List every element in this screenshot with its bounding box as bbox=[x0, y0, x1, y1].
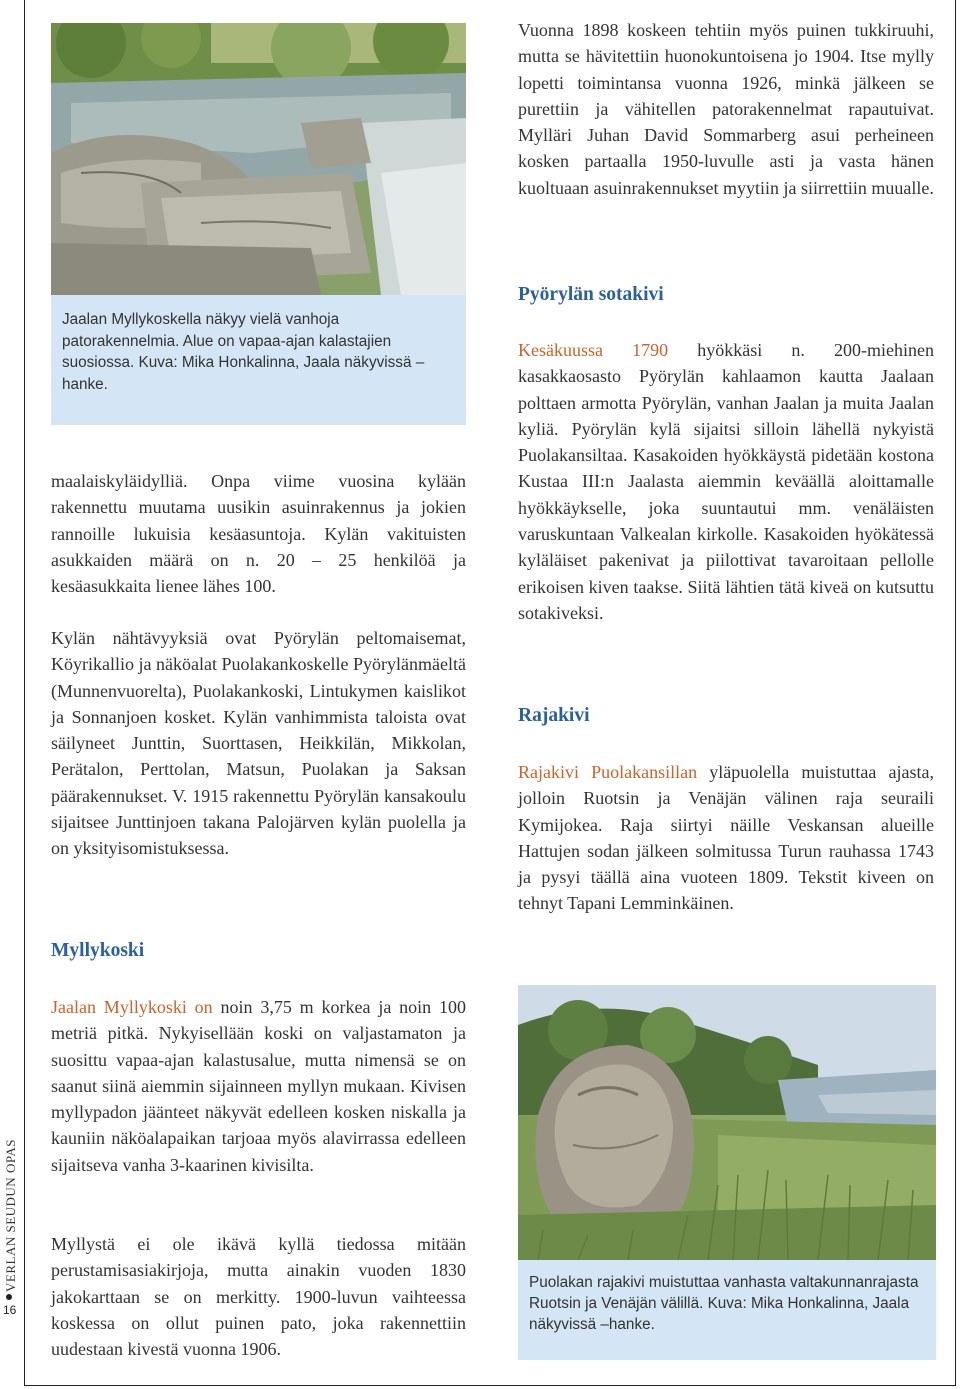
paragraph-text: Vuonna 1898 koskeen tehtiin myös puinen tukkiruuhi, mutta se hävitettiin huonokuntoisena jo 1904. Itse mylly lopetti toimintansa vuonna 1926, minkä jälkeen se purettiin ja vähitellen patorakennelmat rapautuivat. Mylläri Juhan David Sommarberg asui perheineen kosken partaalla 1950-luvulle asti ja vasta hänen kuoltuaan asuinrakennukset myytiin ja siirrettiin muualle. bbox=[518, 20, 934, 198]
lead-in: Rajakivi Puolakansillan bbox=[518, 762, 698, 782]
lead-in: Jaalan Myllykoski on bbox=[51, 997, 213, 1017]
photo-myllykoski bbox=[51, 23, 466, 295]
lead-in: Kesäkuussa 1790 bbox=[518, 340, 669, 360]
paragraph-text: maalaiskyläidylliä. Onpa viime vuosina kylään rakennettu muutama uusikin asuinrakennus ja jokien rannoille lukuisia kesäasuntoja. Kylän vakituisten asukkaiden määrä on n. 20 – 25 henkilöä ja kesäasukkaita lienee lähes 100. bbox=[51, 471, 466, 597]
photo-rajakivi bbox=[518, 985, 936, 1260]
paragraph bbox=[51, 1231, 466, 1362]
photo-caption: Jaalan Myllykoskella näkyy vielä vanhoja patorakennelmia. Alue on vapaa-ajan kalastajien suosiossa. Kuva: Mika Honkalinna, Jaala näkyvissä –hanke. bbox=[51, 295, 466, 425]
section-heading: Rajakivi bbox=[518, 705, 590, 726]
paragraph bbox=[51, 625, 466, 862]
paragraph-text: Kylän nähtävyyksiä ovat Pyörylän peltomaisemat, Köyrikallio ja näköalat Puolakankoskelle Pyörylänmäeltä (Munnenvuorelta), Puolakankoski, Lintukymen kaislikot ja Sonnanjoen kosket. Kylän vanhimmista taloista ovat säilyneet Junttin, Suorttasen, Heikkilän, Mikkolan, Perätalon, Perttolan, Matsun, Puolakan ja Saksan päärakennukset. V. 1915 rakennettu Pyörylän kansakoulu sijaitsee Junttinjoen takana Palojärven kylän puolella ja on yksityisomistuksessa. bbox=[51, 628, 466, 859]
paragraph bbox=[518, 759, 934, 917]
paragraph-text: Myllystä ei ole ikävä kyllä tiedossa mitään perustamisasiakirjoja, mutta ainakin vuoden 1830 jakokarttaan se on merkitty. 1900-luvun vaihteessa koskessa on ollut puinen pato, joka rakennettiin uudestaan kivestä vuonna 1906. bbox=[51, 1234, 466, 1360]
paragraph-text: noin 3,75 m korkea ja noin 100 metriä pitkä. Nykyisellään koski on valjastamaton ja suosittu vapaa-ajan kalastusalue, mutta nimensä se on saanut siinä aiemmin sijainneen myllyn mukaan. Kivisen myllypadon jäänteet näkyvät edelleen kosken niskalla ja kauniin näköalapaikan tarjoaa myös alavirrassa edelleen sijaitseva vanha 3-kaarinen kivisilta. bbox=[51, 997, 466, 1175]
paragraph-text: hyökkäsi n. 200-miehinen kasakkaosasto Pyörylän kahlaamon kautta Jaalaan polttaen armotta Pyörylän, vanhan Jaalan ja muita Jaalan kyliä. Pyörylän kylä sijaitsi silloin lähellä nykyistä Puolakansiltaa. Kasakoiden hyökkäystä pidetään kostona Kustaa III:n Jaalasta aiemmin keväällä aloittamalle hyökkäykselle, joka suuntautui mm. venäläisten varuskuntaan Valkealan kirkolle. Kasakoiden hyökätessä kyläläiset pakenivat ja piilottivat tavaroitaan pellolle erikoisen kiven taakse. Siitä lähtien tätä kiveä on kutsuttu sotakiveksi. bbox=[518, 340, 934, 623]
page-number: 16 bbox=[3, 1303, 17, 1317]
paragraph-text: yläpuolella muistuttaa ajasta, jolloin Ruotsin ja Venäjän välinen raja seuraili Kymijokea. Raja siirtyi näille Veskansan alueille Hattujen sodan jälkeen solmitussa Turun rauhassa 1743 ja pysyi täällä aina vuoteen 1809. Tekstit kiveen on tehnyt Tapani Lemminkäinen. bbox=[518, 762, 934, 914]
paragraph bbox=[518, 17, 934, 201]
publication-label: VERLAN SEUDUN OPAS bbox=[3, 1139, 18, 1292]
photo-caption: Puolakan rajakivi muistuttaa vanhasta valtakunnanrajasta Ruotsin ja Venäjän välillä. Kuva: Mika Honkalinna, Jaala näkyvissä –hanke. bbox=[518, 1260, 936, 1360]
paragraph bbox=[51, 468, 466, 599]
section-heading: Myllykoski bbox=[51, 940, 145, 961]
bullet-dot bbox=[6, 1294, 12, 1300]
paragraph bbox=[518, 337, 934, 626]
paragraph bbox=[51, 994, 466, 1178]
section-heading: Pyörylän sotakivi bbox=[518, 284, 664, 305]
